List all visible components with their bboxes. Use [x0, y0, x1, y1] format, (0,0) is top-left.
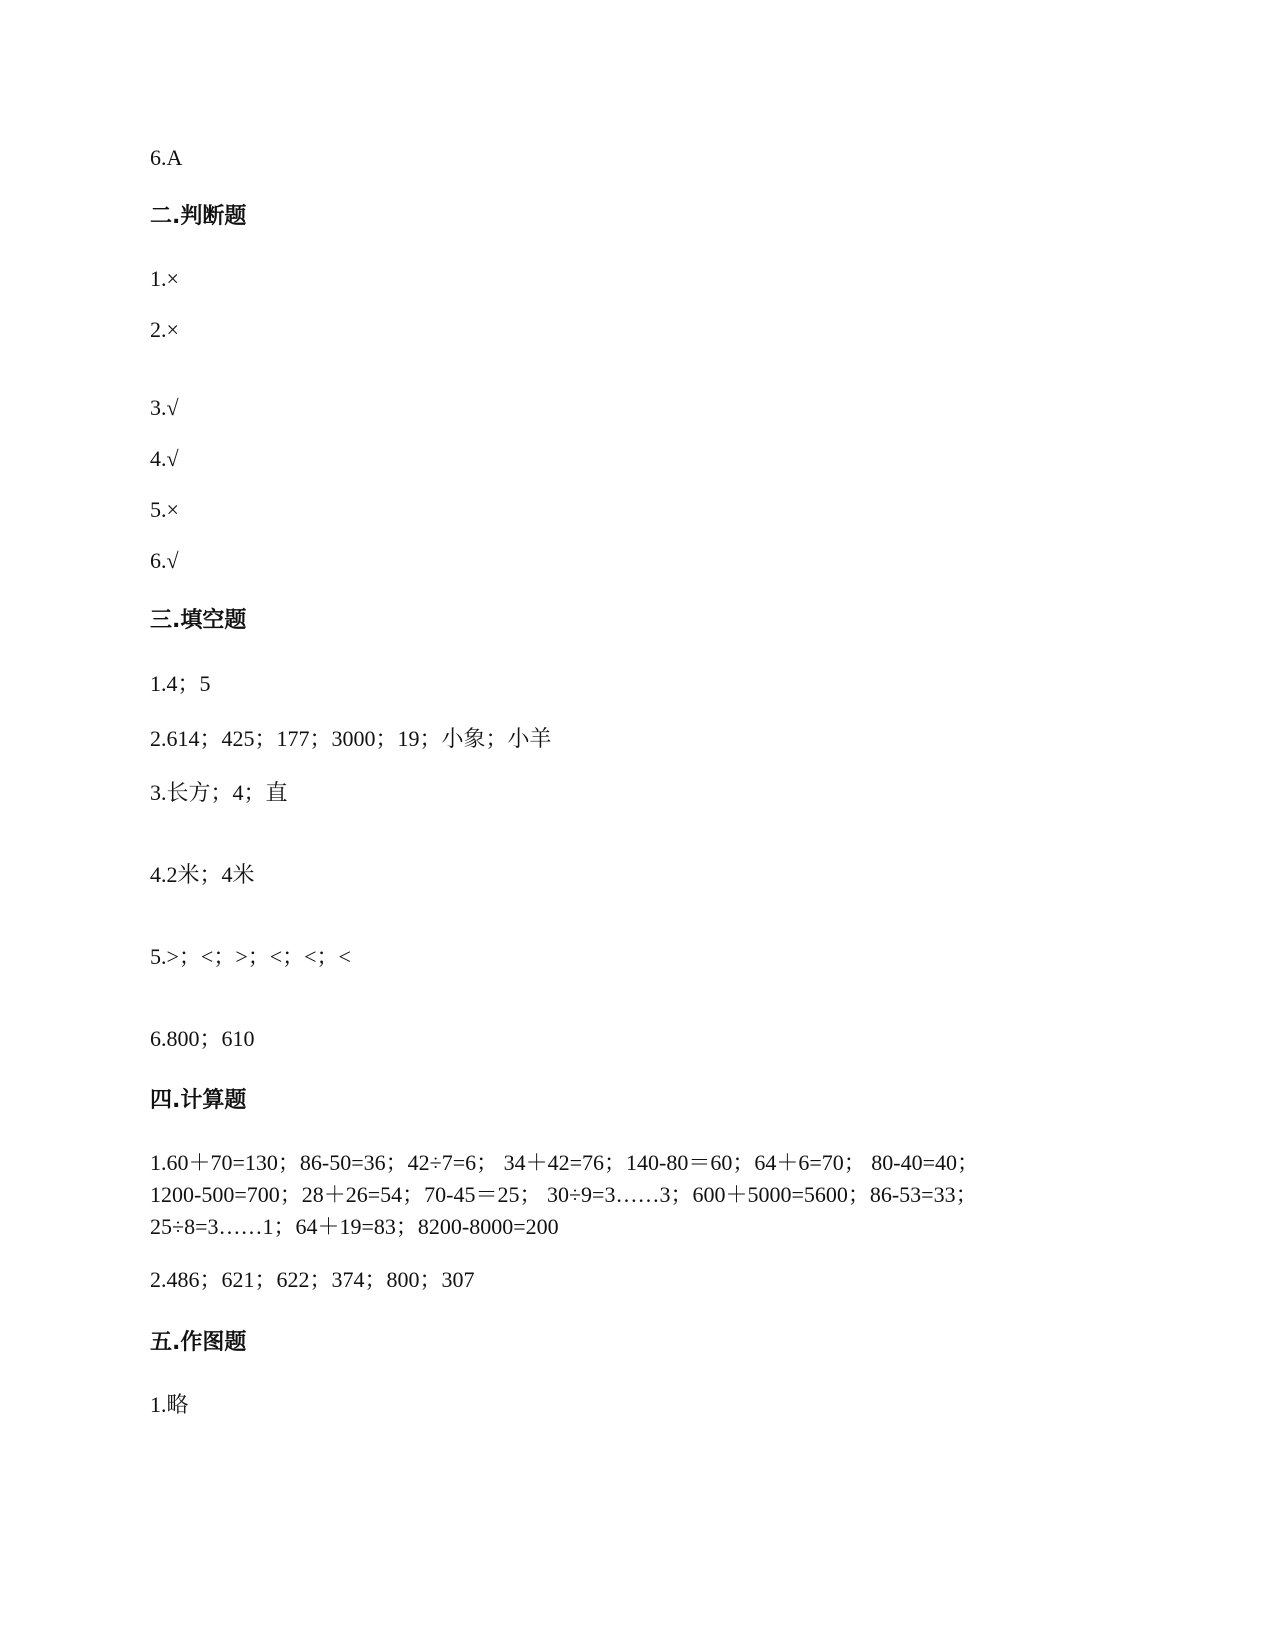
answer-line: 6.√ [150, 548, 179, 573]
answer-line: 1.4；5 [150, 671, 211, 696]
answer-line: 4.2米；4米 [150, 862, 255, 887]
answer-line: 1.× [150, 266, 179, 291]
answer-line: 5.>；<；>；<；<；< [150, 944, 351, 969]
answer-line: 1.略 [150, 1392, 189, 1417]
section-heading-drawing: 五.作图题 [150, 1330, 247, 1355]
answer-line: 3.长方；4；直 [150, 780, 288, 805]
answer-line: 2.614；425；177；3000；19；小象；小羊 [150, 726, 552, 751]
answer-line: 4.√ [150, 446, 179, 471]
answer-line: 6.A [150, 145, 183, 170]
answer-line: 2.486；621；622；374；800；307 [150, 1267, 475, 1292]
answer-line: 6.800；610 [150, 1026, 255, 1051]
answer-line: 1200-500=700；28＋26=54；70-45＝25； 30÷9=3……3；600＋5000=5600；86-53=33； [150, 1182, 978, 1207]
calculation-answers [150, 1147, 1110, 1243]
answer-line: 5.× [150, 497, 179, 522]
section-heading-judgement: 二.判断题 [150, 204, 247, 229]
answer-line: 1.60＋70=130；86-50=36；42÷7=6； 34＋42=76；140-80＝60；64＋6=70； 80-40=40； [150, 1150, 979, 1175]
answer-line: 2.× [150, 317, 179, 342]
section-heading-fill-in: 三.填空题 [150, 608, 247, 633]
section-heading-calculation: 四.计算题 [150, 1088, 247, 1113]
answer-line: 3.√ [150, 395, 179, 420]
answer-line: 25÷8=3……1；64＋19=83；8200-8000=200 [150, 1214, 559, 1239]
